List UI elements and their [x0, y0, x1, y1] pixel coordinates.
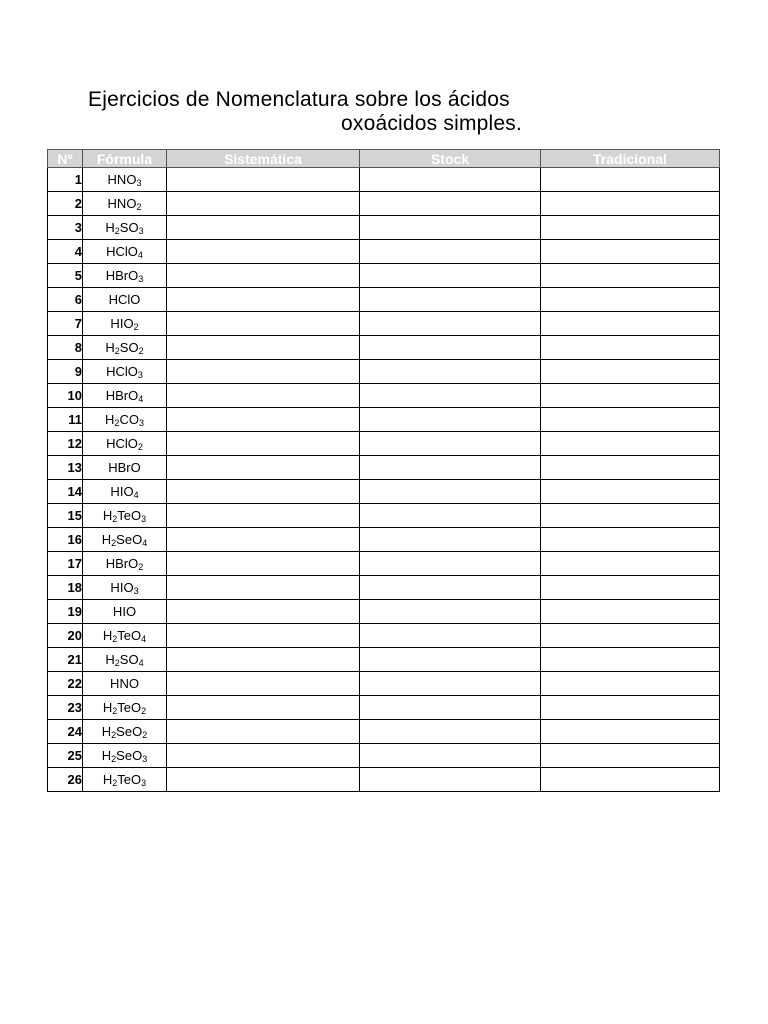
answer-tradicional[interactable]: [541, 528, 720, 552]
answer-stock[interactable]: [360, 600, 541, 624]
row-number: 15: [48, 504, 83, 528]
row-formula: $H_2TeO_4$: [83, 624, 167, 648]
answer-tradicional[interactable]: [541, 312, 720, 336]
row-formula: HBrO$_4$: [83, 384, 167, 408]
answer-stock[interactable]: [360, 192, 541, 216]
answer-sistematica[interactable]: [167, 504, 360, 528]
row-number: 2: [48, 192, 83, 216]
answer-stock[interactable]: [360, 360, 541, 384]
answer-tradicional[interactable]: [541, 192, 720, 216]
table-row: [48, 528, 720, 552]
answer-sistematica[interactable]: [167, 312, 360, 336]
row-number: 25: [48, 744, 83, 768]
answer-tradicional[interactable]: [541, 552, 720, 576]
table-row: [48, 432, 720, 456]
answer-tradicional[interactable]: [541, 720, 720, 744]
answer-tradicional[interactable]: [541, 768, 720, 792]
table-row: [48, 696, 720, 720]
table-body: [48, 168, 720, 792]
answer-stock[interactable]: [360, 768, 541, 792]
answer-tradicional[interactable]: [541, 336, 720, 360]
table-row: [48, 240, 720, 264]
answer-sistematica[interactable]: [167, 624, 360, 648]
answer-stock[interactable]: [360, 552, 541, 576]
row-formula: $HIO_3$: [83, 576, 167, 600]
row-formula: HBrO$_2$: [83, 552, 167, 576]
table-row: [48, 552, 720, 576]
row-number: 20: [48, 624, 83, 648]
answer-sistematica[interactable]: [167, 288, 360, 312]
answer-sistematica[interactable]: [167, 264, 360, 288]
answer-tradicional[interactable]: [541, 408, 720, 432]
answer-tradicional[interactable]: [541, 744, 720, 768]
answer-tradicional[interactable]: [541, 480, 720, 504]
title-line-1: Ejercicios de Nomenclatura sobre los ácidos: [88, 88, 510, 111]
answer-sistematica[interactable]: [167, 576, 360, 600]
answer-sistematica[interactable]: [167, 240, 360, 264]
answer-stock[interactable]: [360, 648, 541, 672]
answer-stock[interactable]: [360, 168, 541, 192]
header-formula: Fórmula: [83, 150, 167, 168]
table-row: [48, 624, 720, 648]
answer-tradicional[interactable]: [541, 696, 720, 720]
row-formula: $H_2SO_2$: [83, 336, 167, 360]
answer-sistematica[interactable]: [167, 360, 360, 384]
answer-sistematica[interactable]: [167, 696, 360, 720]
answer-stock[interactable]: [360, 264, 541, 288]
row-number: 26: [48, 768, 83, 792]
answer-stock[interactable]: [360, 408, 541, 432]
row-number: 3: [48, 216, 83, 240]
answer-sistematica[interactable]: [167, 552, 360, 576]
row-formula: $H_2SeO_4$: [83, 528, 167, 552]
row-number: 12: [48, 432, 83, 456]
row-formula: $H_2TeO_3$: [83, 768, 167, 792]
answer-stock[interactable]: [360, 720, 541, 744]
answer-tradicional[interactable]: [541, 456, 720, 480]
row-formula: $H_2TeO_2$: [83, 696, 167, 720]
answer-sistematica[interactable]: [167, 744, 360, 768]
row-formula: HNO: [83, 672, 167, 696]
table-row: [48, 576, 720, 600]
row-number: 22: [48, 672, 83, 696]
answer-stock[interactable]: [360, 744, 541, 768]
row-number: 10: [48, 384, 83, 408]
answer-stock[interactable]: [360, 672, 541, 696]
table-row: [48, 672, 720, 696]
answer-sistematica[interactable]: [167, 768, 360, 792]
row-formula: $HIO_4$: [83, 480, 167, 504]
answer-stock[interactable]: [360, 336, 541, 360]
answer-sistematica[interactable]: [167, 216, 360, 240]
row-number: 13: [48, 456, 83, 480]
answer-tradicional[interactable]: [541, 504, 720, 528]
table-row: [48, 720, 720, 744]
answer-stock[interactable]: [360, 456, 541, 480]
answer-stock[interactable]: [360, 576, 541, 600]
table-row: [48, 216, 720, 240]
answer-tradicional[interactable]: [541, 624, 720, 648]
table-row: [48, 192, 720, 216]
answer-sistematica[interactable]: [167, 480, 360, 504]
header-number: Nº: [48, 150, 83, 168]
row-number: 21: [48, 648, 83, 672]
row-number: 17: [48, 552, 83, 576]
row-number: 4: [48, 240, 83, 264]
row-number: 18: [48, 576, 83, 600]
table-row: [48, 600, 720, 624]
answer-stock[interactable]: [360, 432, 541, 456]
answer-tradicional[interactable]: [541, 216, 720, 240]
answer-sistematica[interactable]: [167, 720, 360, 744]
answer-stock[interactable]: [360, 504, 541, 528]
row-formula: $HIO_2$: [83, 312, 167, 336]
row-formula: $H_2SeO_2$: [83, 720, 167, 744]
row-formula: HBrO: [83, 456, 167, 480]
row-formula: $H_2CO_3$: [83, 408, 167, 432]
row-formula: $HNO_2$: [83, 192, 167, 216]
answer-sistematica[interactable]: [167, 336, 360, 360]
answer-stock[interactable]: [360, 216, 541, 240]
answer-tradicional[interactable]: [541, 648, 720, 672]
row-formula: $H_2TeO_3$: [83, 504, 167, 528]
answer-sistematica[interactable]: [167, 168, 360, 192]
answer-tradicional[interactable]: [541, 288, 720, 312]
row-formula: HClO$_4$: [83, 240, 167, 264]
answer-sistematica[interactable]: [167, 432, 360, 456]
answer-sistematica[interactable]: [167, 528, 360, 552]
answer-tradicional[interactable]: [541, 576, 720, 600]
table-row: [48, 336, 720, 360]
answer-tradicional[interactable]: [541, 384, 720, 408]
table-row: [48, 408, 720, 432]
answer-stock[interactable]: [360, 624, 541, 648]
row-formula: HClO$_2$: [83, 432, 167, 456]
answer-tradicional[interactable]: [541, 168, 720, 192]
header-tradicional: Tradicional: [541, 150, 720, 168]
table-row: [48, 744, 720, 768]
row-number: 14: [48, 480, 83, 504]
answer-stock[interactable]: [360, 480, 541, 504]
row-number: 16: [48, 528, 83, 552]
answer-sistematica[interactable]: [167, 384, 360, 408]
title-line-2: oxoácidos simples.: [341, 112, 523, 135]
answer-sistematica[interactable]: [167, 456, 360, 480]
row-formula: HClO$_3$: [83, 360, 167, 384]
row-number: 7: [48, 312, 83, 336]
table-row: [48, 456, 720, 480]
answer-stock[interactable]: [360, 312, 541, 336]
row-formula: $H_2SeO_3$: [83, 744, 167, 768]
row-number: 6: [48, 288, 83, 312]
table-row: [48, 288, 720, 312]
row-formula: HClO: [83, 288, 167, 312]
row-number: 24: [48, 720, 83, 744]
row-number: 11: [48, 408, 83, 432]
answer-tradicional[interactable]: [541, 600, 720, 624]
document-title: [88, 88, 608, 136]
answer-sistematica[interactable]: [167, 600, 360, 624]
row-number: 5: [48, 264, 83, 288]
answer-tradicional[interactable]: [541, 264, 720, 288]
header-sistematica: Sistemática: [167, 150, 360, 168]
table-row: [48, 384, 720, 408]
table-row: [48, 504, 720, 528]
answer-sistematica[interactable]: [167, 672, 360, 696]
answer-sistematica[interactable]: [167, 408, 360, 432]
row-formula: HBrO$_3$: [83, 264, 167, 288]
table-row: [48, 264, 720, 288]
answer-stock[interactable]: [360, 528, 541, 552]
row-number: 8: [48, 336, 83, 360]
row-number: 1: [48, 168, 83, 192]
table-row: [48, 768, 720, 792]
answer-tradicional[interactable]: [541, 672, 720, 696]
row-formula: $H_2SO_4$: [83, 648, 167, 672]
row-formula: $H_2SO_3$: [83, 216, 167, 240]
table-row: [48, 312, 720, 336]
row-number: 9: [48, 360, 83, 384]
answer-stock[interactable]: [360, 384, 541, 408]
table-row: [48, 648, 720, 672]
row-formula: HIO: [83, 600, 167, 624]
row-formula: $HNO_3$: [83, 168, 167, 192]
answer-stock[interactable]: [360, 240, 541, 264]
answer-tradicional[interactable]: [541, 432, 720, 456]
table-row: [48, 360, 720, 384]
answer-stock[interactable]: [360, 696, 541, 720]
row-number: 23: [48, 696, 83, 720]
row-number: 19: [48, 600, 83, 624]
header-stock: Stock: [360, 150, 541, 168]
answer-tradicional[interactable]: [541, 240, 720, 264]
answer-sistematica[interactable]: [167, 648, 360, 672]
table-row: [48, 168, 720, 192]
answer-tradicional[interactable]: [541, 360, 720, 384]
exercise-table: [47, 149, 720, 792]
table-header-row: [48, 150, 720, 168]
answer-sistematica[interactable]: [167, 192, 360, 216]
answer-stock[interactable]: [360, 288, 541, 312]
table-row: [48, 480, 720, 504]
